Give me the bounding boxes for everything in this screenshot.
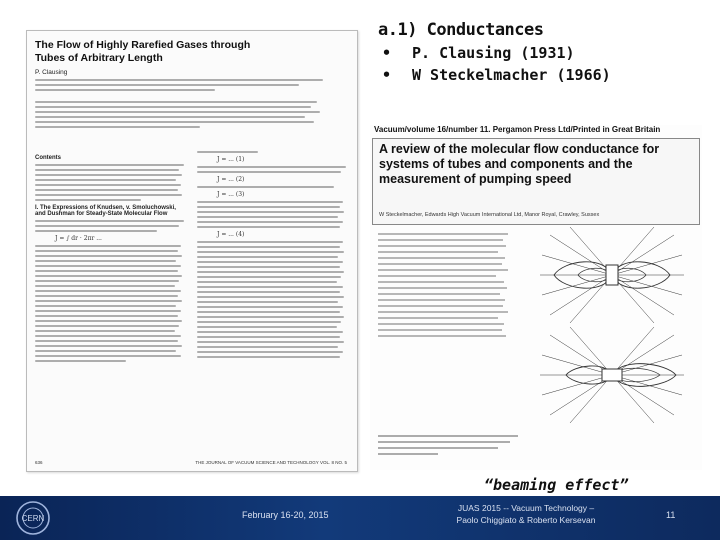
polar-diagram-top: [540, 227, 684, 323]
reference-text: W Steckelmacher (1966): [412, 66, 611, 84]
course-line-1: JUAS 2015 -- Vacuum Technology –: [457, 503, 595, 513]
footer-course-info: [446, 502, 606, 526]
paper-left-column: Contents I. The Expressions of Knudsen, v. Smoluchowski, and Dushman for Steady-State Molecular Flow J = ∫ dr · 2πr ...: [35, 151, 187, 365]
footer-bar: [0, 496, 720, 540]
reference-item: [378, 64, 708, 86]
svg-text:CERN: CERN: [21, 514, 45, 523]
section-heading: I. The Expressions of Knudsen, v. Smoluchowski, and Dushman for Steady-State Molecular Flow: [35, 205, 176, 217]
footer-date: February 16-20, 2015: [242, 510, 329, 520]
slide-page-number: 11: [666, 510, 676, 520]
polar-diagram-figure: [370, 225, 702, 470]
bullet-icon: •: [382, 66, 392, 84]
reference-item: [378, 42, 708, 64]
paper-title-box: [372, 138, 700, 225]
course-line-2: Paolo Chiggiato & Roberto Kersevan: [456, 515, 596, 525]
paper-author: P. Clausing: [35, 69, 68, 76]
slide-heading-block: [378, 20, 708, 86]
clausing-paper-image: [26, 30, 358, 472]
bullet-icon: •: [382, 44, 392, 62]
paper-journal: THE JOURNAL OF VACUUM SCIENCE AND TECHNOLOGY VOL. 8 NO. 5: [195, 460, 347, 465]
journal-line: Vacuum/volume 16/number 11. Pergamon Press Ltd/Printed in Great Britain: [374, 125, 661, 134]
paper-abstract: [35, 79, 335, 131]
paper-right-column: J = ... (1) J = ... (2) J = ... (3) J = ... (4): [197, 151, 349, 361]
paper-page-number: 636: [35, 460, 43, 465]
steckelmacher-paper-image: [370, 125, 702, 470]
contents-heading: Contents: [35, 155, 61, 161]
cern-logo-icon: [14, 499, 52, 537]
paper-footer: [35, 460, 347, 465]
beaming-effect-annotation: “beaming effect”: [484, 476, 629, 494]
review-title: A review of the molecular flow conductance for systems of tubes and components and the measurement of pumping speed: [379, 142, 660, 186]
reference-text: P. Clausing (1931): [412, 44, 575, 62]
review-author: W Steckelmacher, Edwards High Vacuum International Ltd, Manor Royal, Crawley, Sussex: [379, 212, 600, 218]
slide-title: a.1) Conductances: [378, 20, 544, 40]
paper-title: The Flow of Highly Rarefied Gases through Tubes of Arbitrary Length: [35, 39, 251, 64]
polar-diagram-bottom: [540, 327, 684, 423]
